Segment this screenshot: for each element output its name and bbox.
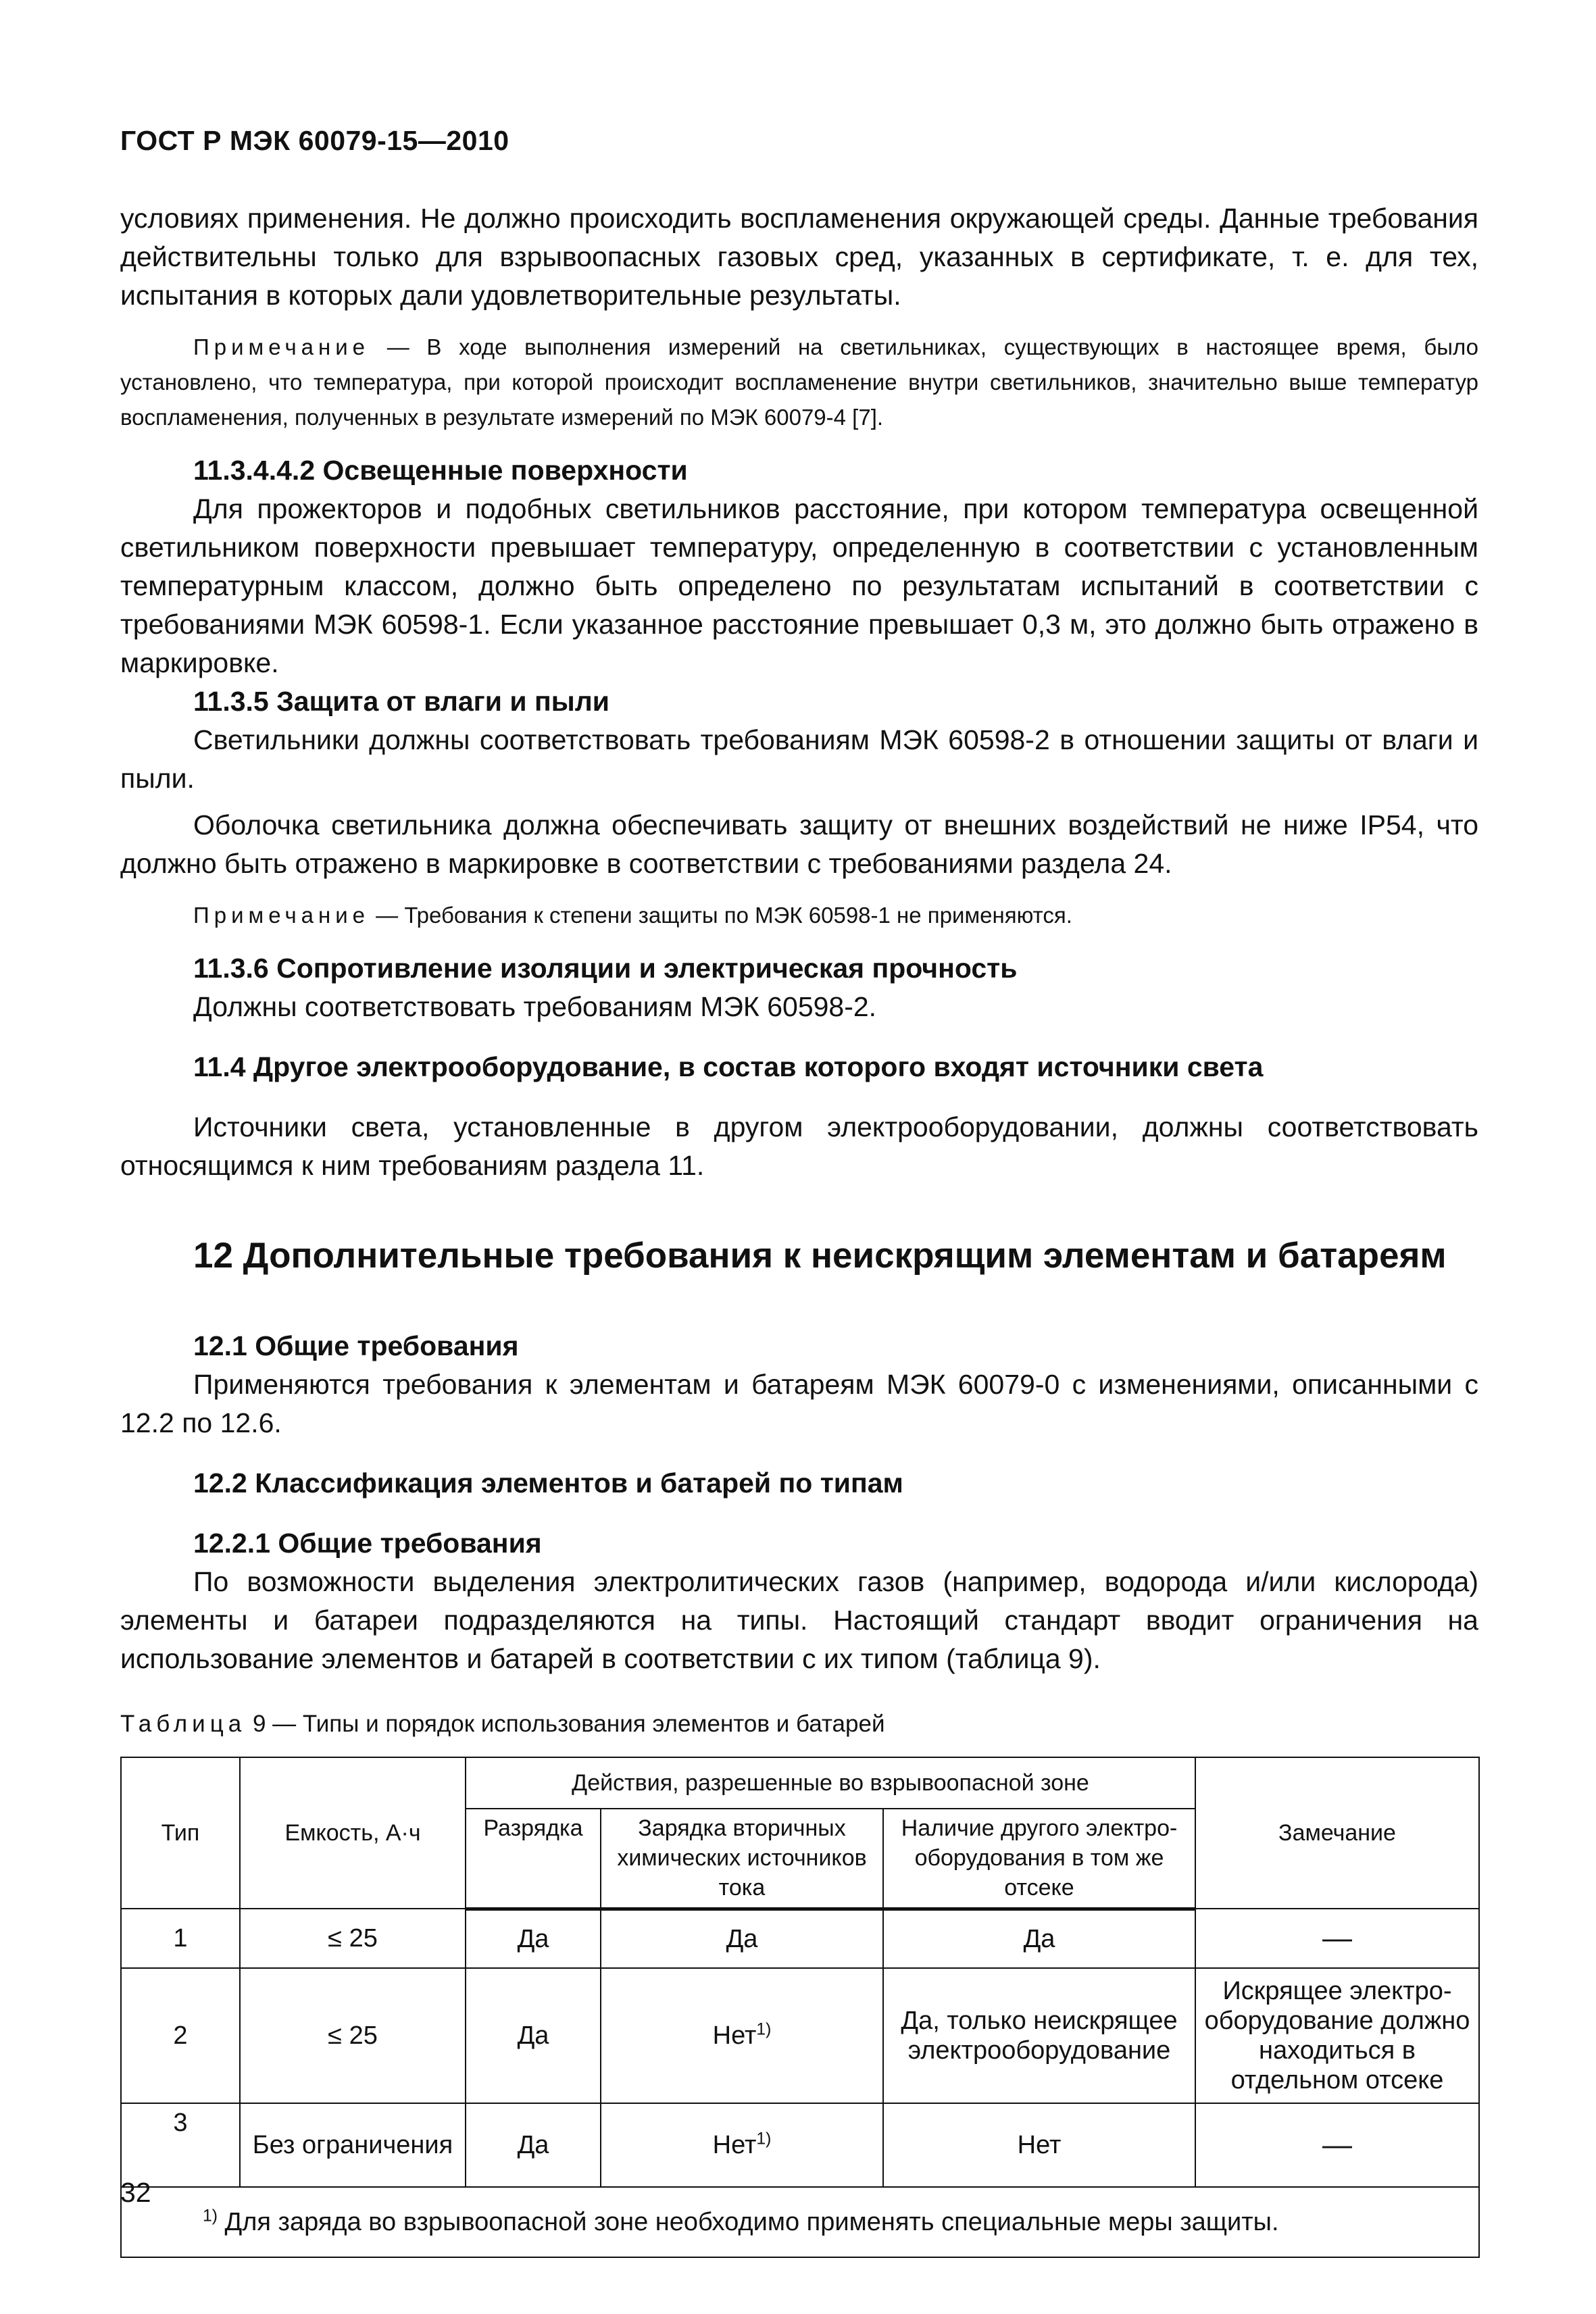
table-9-footnote-text: Для заряда во взрывоопасной зоне необходимо применять специальные меры защиты. <box>217 2208 1279 2236</box>
heading-11-3-4-4-2: 11.3.4.4.2 Освещенные поверхности <box>193 455 688 486</box>
document-header: ГОСТ Р МЭК 60079-15—2010 <box>120 125 509 156</box>
cell-capacity: ≤ 25 <box>240 1909 466 1968</box>
table-9-caption-label: Таблица <box>120 1711 247 1737</box>
cell-remark: Искрящее электро-оборудование должно находиться в отдельном отсеке <box>1195 1968 1479 2103</box>
note-2-label: Примечание <box>193 903 370 928</box>
note-2-text: — Требования к степени защиты по МЭК 60598-1 не применяются. <box>370 903 1072 928</box>
table-9-caption <box>120 1708 1478 1740</box>
cell-discharge: Да <box>466 1909 601 1968</box>
heading-12-1: 12.1 Общие требования <box>193 1330 519 1361</box>
cell-other-equipment: Да <box>883 1909 1195 1968</box>
note-1-label: Примечание <box>193 334 370 359</box>
table-row <box>121 1968 1479 2103</box>
table-9-footnote <box>121 2187 1479 2257</box>
paragraph-11-3-5-a: Светильники должны соответствовать требованиям МЭК 60598-2 в отношении защиты от влаги и пыли. <box>120 724 1478 794</box>
cell-charging-text: Нет <box>712 2021 757 2050</box>
table-row <box>121 2103 1479 2187</box>
heading-12: 12 Дополнительные требования к неискрящим элементам и батареям <box>193 1236 1447 1276</box>
header-discharge: Разрядка <box>466 1809 601 1909</box>
cell-type: 2 <box>121 1968 240 2103</box>
cell-discharge: Да <box>466 2103 601 2187</box>
header-charging: Зарядка вторичных химических источников тока <box>601 1809 883 1909</box>
cell-remark: — <box>1195 2103 1479 2187</box>
page-content <box>120 199 1478 2258</box>
cell-capacity: Без ограничения <box>240 2103 466 2187</box>
cell-capacity: ≤ 25 <box>240 1968 466 2103</box>
cell-type: 1 <box>121 1909 240 1968</box>
table-row <box>121 1909 1479 1968</box>
paragraph-11-3-5-b: Оболочка светильника должна обеспечивать защиту от внешних воздействий не ниже IP54, что должно быть отражено в маркировке в соответствии с требованиями раздела 24. <box>120 809 1478 879</box>
note-2 <box>120 898 1478 933</box>
heading-12-2: 12.2 Классификация элементов и батарей по типам <box>193 1467 903 1499</box>
cell-charging <box>601 1968 883 2103</box>
cell-discharge: Да <box>466 1968 601 2103</box>
header-type: Тип <box>121 1757 240 1909</box>
header-remark: Замечание <box>1195 1757 1479 1909</box>
heading-12-2-1: 12.2.1 Общие требования <box>193 1528 542 1559</box>
heading-11-3-6: 11.3.6 Сопротивление изоляции и электрическая прочность <box>193 953 1018 984</box>
note-1-text: — В ходе выполнения измерений на светильниках, существующих в настоящее время, было установлено, что температура, при которой происходит воспламенение внутри светильников, значительно выше температур воспламенения, полученных в результате измерений по МЭК 60079-4 [7]. <box>120 334 1478 430</box>
table-9 <box>120 1757 1480 2258</box>
table-9-footnote-mark: 1) <box>203 2207 218 2225</box>
cell-charging <box>601 1909 883 1968</box>
table-9-caption-text: 9 — Типы и порядок использования элементов и батарей <box>246 1711 885 1737</box>
heading-11-3-5: 11.3.5 Защита от влаги и пыли <box>193 686 609 717</box>
paragraph-12-1: Применяются требования к элементам и батареям МЭК 60079-0 с изменениями, описанными с 12.2 по 12.6. <box>120 1369 1478 1438</box>
header-capacity: Емкость, А·ч <box>240 1757 466 1909</box>
cell-charging <box>601 2103 883 2187</box>
cell-charging-text: Да <box>726 1924 758 1953</box>
paragraph-11-3-4-4-2: Для прожекторов и подобных светильников расстояние, при котором температура освещенной светильником поверхности превышает температуру, определенную в соответствии с установленным температурным классом, должно быть определено по результатам испытаний в соответствии с требованиями МЭК 60598-1. Если указанное расстояние превышает 0,3 м, это должно быть отражено в маркировке. <box>120 493 1478 678</box>
header-other-equipment: Наличие другого электро-оборудования в том же отсеке <box>883 1809 1195 1909</box>
cell-remark: — <box>1195 1909 1479 1968</box>
cell-charging-footnote-mark: 1) <box>756 2020 772 2039</box>
header-actions-group: Действия, разрешенные во взрывоопасной зоне <box>466 1757 1195 1809</box>
intro-paragraph: условиях применения. Не должно происходить воспламенения окружающей среды. Данные требования действительны только для взрывоопасных газовых сред, указанных в сертификате, т. е. для тех, испытания в которых дали удовлетворительные результаты. <box>120 203 1478 311</box>
cell-other-equipment: Нет <box>883 2103 1195 2187</box>
cell-charging-text: Нет <box>712 2131 757 2159</box>
paragraph-11-4: Источники света, установленные в другом электрооборудовании, должны соответствовать относящимся к ним требованиям раздела 11. <box>120 1111 1478 1181</box>
heading-11-4: 11.4 Другое электрооборудование, в состав которого входят источники света <box>193 1051 1264 1082</box>
note-1 <box>120 330 1478 435</box>
cell-other-equipment: Да, только неискрящее электрооборудование <box>883 1968 1195 2103</box>
paragraph-11-3-6: Должны соответствовать требованиям МЭК 60598-2. <box>193 991 877 1022</box>
page-number: 32 <box>120 2177 151 2208</box>
cell-type: 3 <box>121 2103 240 2187</box>
cell-charging-footnote-mark: 1) <box>756 2130 772 2148</box>
paragraph-12-2-1: По возможности выделения электролитических газов (например, водорода и/или кислорода) элементы и батареи подразделяются на типы. Настоящий стандарт вводит ограничения на использование элементов и батарей в соответствии с их типом (таблица 9). <box>120 1566 1478 1674</box>
